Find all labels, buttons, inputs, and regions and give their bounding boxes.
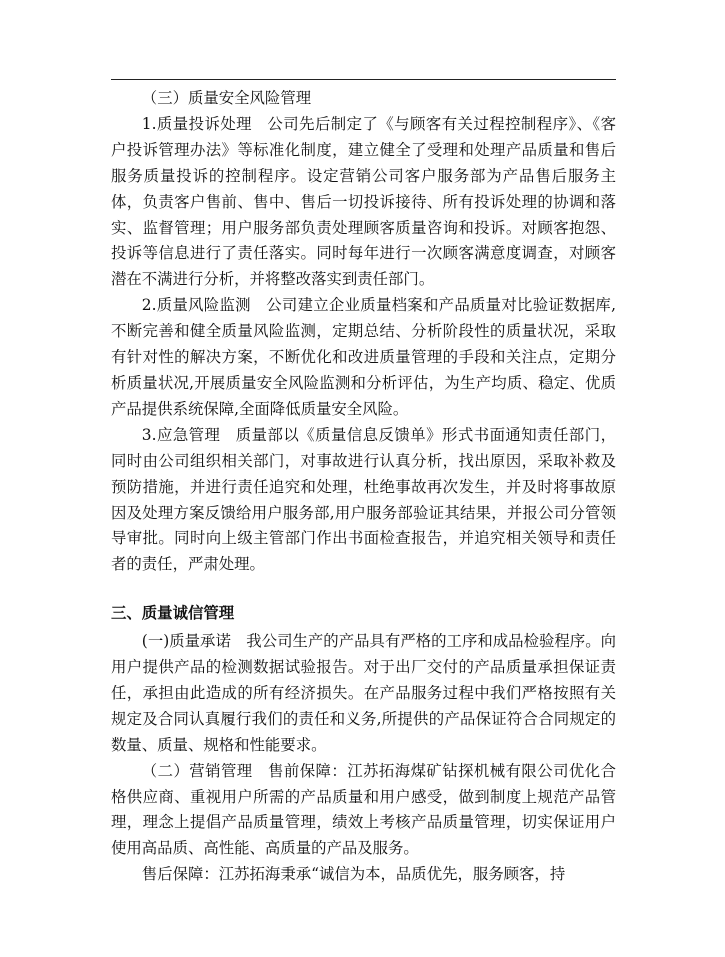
paragraph-text: 售前保障：江苏拓海煤矿钻探机械有限公司优化合格供应商、重视用户所需的产品质量和用户感受，做到制度上规范产品管理，理念上提倡产品质量管理，绩效上考核产品质量管理，切实保证用户使用高品质、高性能、高质量的产品及服务。: [111, 761, 616, 858]
paragraph-text: 我公司生产的产品具有严格的工序和成品检验程序。向用户提供产品的检测数据试验报告。对于出厂交付的产品质量承担保证责任，承担由此造成的所有经济损失。在产品服务过程中我们严格按照有关规定及合同认真履行我们的责任和义务,所提供的产品保证符合合同规定的数量、质量、规格和性能要求。: [111, 632, 616, 754]
paragraph-lead: （二）营销管理: [141, 761, 253, 780]
paragraph-lead: 1.质量投诉处理: [141, 114, 253, 133]
header-rule: [111, 79, 616, 80]
paragraph-risk-monitoring: [111, 293, 616, 423]
paragraph-lead: 2.质量风险监测: [141, 296, 251, 315]
paragraph-emergency-management: [111, 423, 616, 578]
paragraph-text: 售后保障：江苏拓海秉承“诚信为本，品质优先，服务顾客，持: [141, 865, 566, 884]
paragraph-after-sales: [111, 862, 616, 888]
paragraph-text: 质量部以《质量信息反馈单》形式书面通知责任部门，同时由公司组织相关部门，对事故进行认真分析，找出原因，采取补救及预防措施，并进行责任追究和处理，杜绝事故再次发生，并及时将事故原因及处理方案反馈给用户服务部,用户服务部验证其结果，并报公司分管领导审批。同时向上级主管部门作出书面检查报告，并追究相关领导和责任者的责任，严肃处理。: [111, 425, 616, 574]
section-title: 三、质量诚信管理: [111, 604, 235, 623]
paragraph-text: 公司先后制定了《与顾客有关过程控制程序》、《客户投诉管理办法》等标准化制度，建立健全了受理和处理产品质量和售后服务质量投诉的控制程序。设定营销公司客户服务部为产品售后服务主体，负责客户售前、售中、售后一切投诉接待、所有投诉处理的协调和落实、监督管理；用户服务部负责处理顾客质量咨询和投诉。对顾客抱怨、投诉等信息进行了责任落实。同时每年进行一次顾客满意度调查，对顾客潜在不满进行分析，并将整改落实到责任部门。: [111, 114, 616, 289]
subsection-title: （三）质量安全风险管理: [141, 89, 312, 107]
document-body: [111, 86, 616, 888]
paragraph-quality-commitment: [111, 629, 616, 759]
paragraph-lead: (一)质量承诺: [141, 632, 231, 651]
paragraph-text: 公司建立企业质量档案和产品质量对比验证数据库,不断完善和健全质量风险监测，定期总结、分析阶段性的质量状况，采取有针对性的解决方案，不断优化和改进质量管理的手段和关注点，定期分析质量状况,开展质量安全风险监测和分析评估，为生产均质、稳定、优质产品提供系统保障,全面降低质量安全风险。: [111, 296, 616, 418]
paragraph-marketing-management: [111, 759, 616, 863]
paragraph-complaint-handling: [111, 112, 616, 293]
paragraph-lead: 3.应急管理: [141, 425, 221, 444]
